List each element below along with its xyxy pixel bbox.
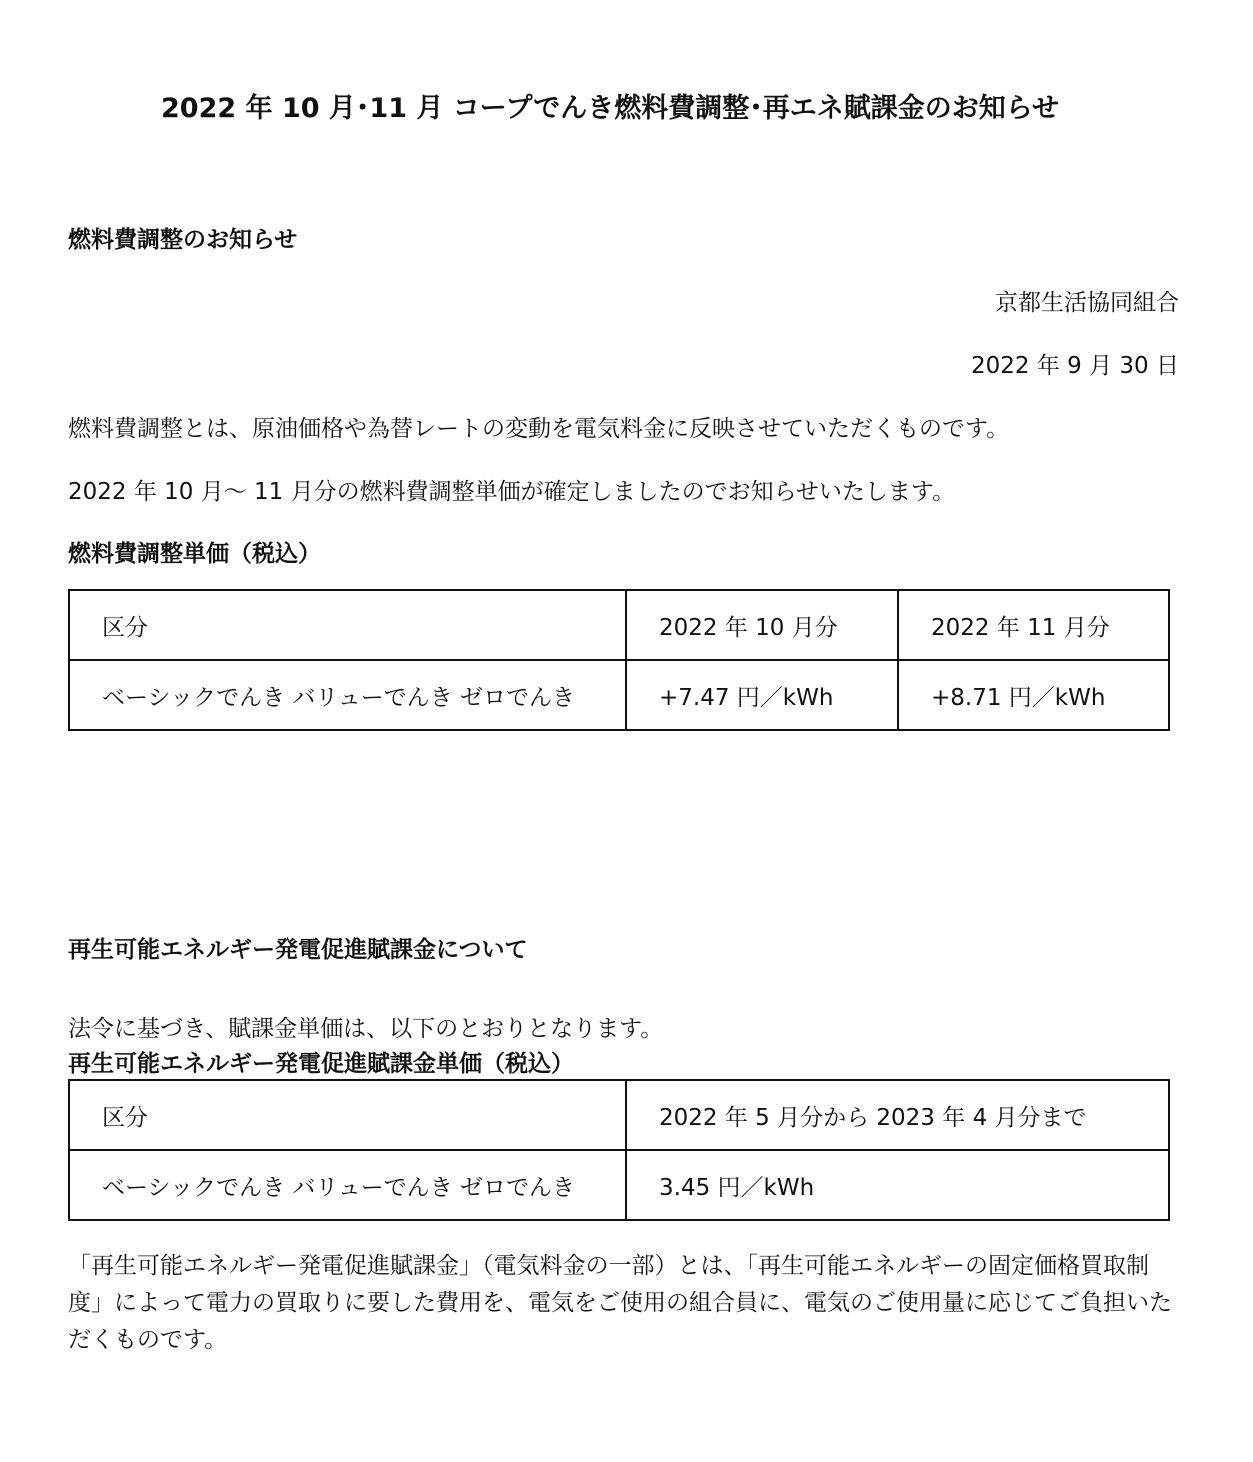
october-rate-cell: +7.47 円／kWh [626, 660, 898, 730]
renewable-intro-text: 法令に基づき、賦課金単価は、以下のとおりとなります。 [68, 1016, 664, 1042]
organization-name: 京都生活協同組合 [995, 290, 1179, 316]
table-header-row [69, 590, 1169, 660]
header-october-cell: 2022 年 10 月分 [626, 590, 898, 660]
renewable-section-heading: 再生可能エネルギー発電促進賦課金について [68, 937, 528, 963]
november-rate-cell: +8.71 円／kWh [898, 660, 1169, 730]
fuel-adjustment-table [68, 589, 1170, 731]
header-category-cell: 区分 [69, 1080, 626, 1150]
surcharge-rate-cell: 3.45 円／kWh [626, 1150, 1169, 1220]
header-november-cell: 2022 年 11 月分 [898, 590, 1169, 660]
table-row [69, 1150, 1169, 1220]
fuel-intro-text: 燃料費調整とは、原油価格や為替レートの変動を電気料金に反映させていただくものです。 [68, 416, 1010, 442]
notice-date: 2022 年 9 月 30 日 [971, 353, 1179, 379]
header-period-cell: 2022 年 5 月分から 2023 年 4 月分まで [626, 1080, 1169, 1150]
renewable-surcharge-table [68, 1079, 1170, 1221]
fuel-confirmation-text: 2022 年 10 月～ 11 月分の燃料費調整単価が確定しましたのでお知らせいたします。 [68, 479, 956, 505]
page-title: 2022 年 10 月･11 月 コープでんき燃料費調整･再エネ賦課金のお知らせ [161, 93, 1059, 124]
plan-names-cell: ベーシックでんき バリューでんき ゼロでんき [69, 1150, 626, 1220]
renewable-table-title: 再生可能エネルギー発電促進賦課金単価（税込） [68, 1051, 574, 1077]
header-category-cell: 区分 [69, 590, 626, 660]
table-header-row [69, 1080, 1169, 1150]
fuel-section-heading: 燃料費調整のお知らせ [68, 227, 298, 253]
plan-names-cell: ベーシックでんき バリューでんき ゼロでんき [69, 660, 626, 730]
table-row [69, 660, 1169, 730]
fuel-table-title: 燃料費調整単価（税込） [68, 541, 321, 567]
renewable-explanation-text: 「再生可能エネルギー発電促進賦課金」（電気料金の一部）とは、「再生可能エネルギーの固定価格買取制度」によって電力の買取りに要した費用を、電気をご使用の組合員に、電気のご使用量に応じてご負担いただくものです。 [68, 1253, 1172, 1353]
